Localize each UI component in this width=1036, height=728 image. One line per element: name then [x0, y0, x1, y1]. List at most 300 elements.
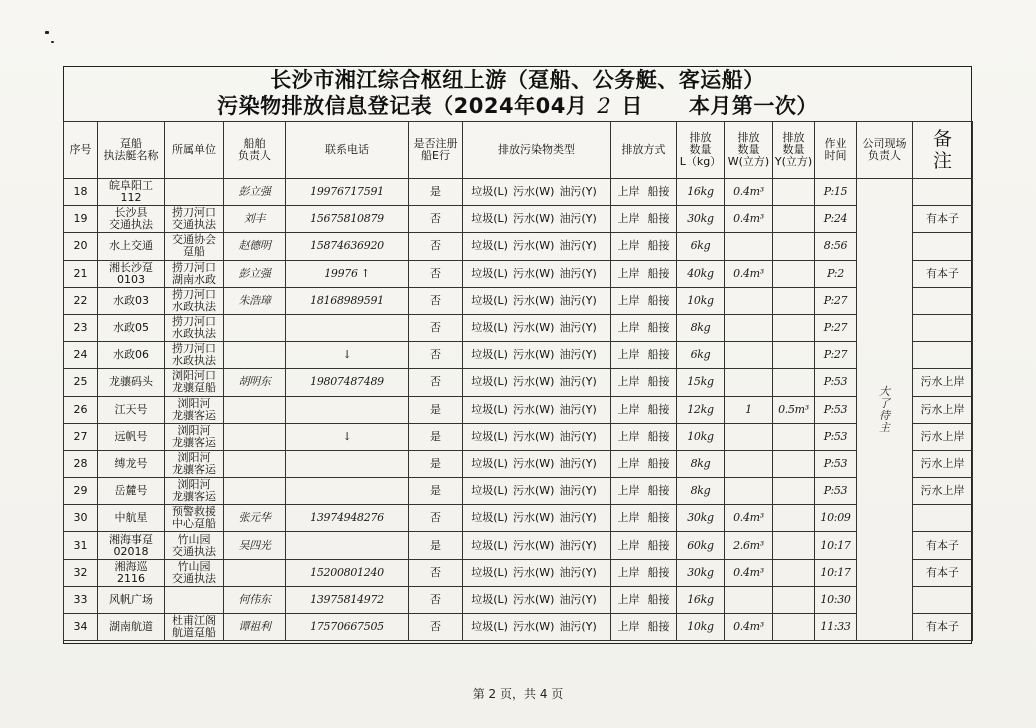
cell-vessel: 龙骧码头 — [98, 369, 165, 396]
cell-qty-l: 8kg — [677, 478, 725, 505]
cell-registered: 否 — [409, 586, 463, 613]
cell-pollutant-type — [463, 586, 611, 613]
cell-remark: 污水上岸 — [913, 478, 973, 505]
cell-qty-y — [773, 450, 815, 477]
pollutant-option-label: 油污(Y) — [559, 212, 597, 226]
cell-vessel: 水政05 — [98, 314, 165, 341]
cell-owner-signature — [224, 342, 286, 369]
method-option-label: 船接 — [647, 620, 670, 634]
pollutant-option-label: 污水(W) — [512, 239, 555, 253]
cell-unit: 浏阳河 龙骧客运 — [165, 478, 224, 505]
cell-vessel: 水政06 — [98, 342, 165, 369]
cell-qty-y — [773, 532, 815, 559]
cell-pollutant-type — [463, 260, 611, 287]
table-row — [64, 532, 973, 559]
cell-work-time: P:53 — [815, 369, 857, 396]
cell-qty-w — [725, 342, 773, 369]
pollutant-option-label: 油污(Y) — [559, 538, 597, 552]
method-option-label: 船接 — [647, 321, 670, 335]
cell-remark: 污水上岸 — [913, 369, 973, 396]
cell-qty-l: 30kg — [677, 505, 725, 532]
cell-method — [611, 369, 677, 396]
cell-owner-signature — [224, 396, 286, 423]
method-option-label: 上岸 — [617, 266, 640, 280]
header-owner: 船舶 负责人 — [224, 122, 286, 179]
cell-unit: 交通协会 趸船 — [165, 233, 224, 260]
cell-qty-l: 10kg — [677, 423, 725, 450]
pollutant-option-label: 油污(Y) — [559, 266, 597, 280]
cell-owner-signature: 刘丰 — [224, 206, 286, 233]
pollutant-option-label: 油污(Y) — [559, 293, 597, 307]
pollutant-option-label: 油污(Y) — [559, 429, 597, 443]
pollutant-option-label: 污水(W) — [512, 266, 555, 280]
cell-seq: 18 — [64, 179, 98, 206]
cell-qty-y — [773, 342, 815, 369]
method-option-label: 上岸 — [617, 484, 640, 498]
cell-registered: 否 — [409, 614, 463, 641]
cell-phone — [286, 396, 409, 423]
cell-phone: 19976717591 — [286, 179, 409, 206]
cell-pollutant-type — [463, 505, 611, 532]
pollutant-option-label: 垃圾(L) — [471, 239, 508, 253]
pollutant-option-label: 污水(W) — [512, 456, 555, 470]
cell-work-time: 8:56 — [815, 233, 857, 260]
header-method: 排放方式 — [611, 122, 677, 179]
pollutant-option-label: 污水(W) — [512, 620, 555, 634]
cell-work-time: 10:09 — [815, 505, 857, 532]
cell-unit: 捞刀河口 水政执法 — [165, 342, 224, 369]
method-option-label: 船接 — [647, 348, 670, 362]
cell-qty-y — [773, 206, 815, 233]
pollutant-option-label: 油污(Y) — [559, 321, 597, 335]
method-option-label: 上岸 — [617, 429, 640, 443]
header-company-person: 公司现场 负责人 — [857, 122, 913, 179]
cell-unit: 预警救援 中心趸船 — [165, 505, 224, 532]
pollutant-option-label: 污水(W) — [512, 321, 555, 335]
table-row — [64, 314, 973, 341]
cell-remark: 有本子 — [913, 532, 973, 559]
cell-vessel: 中航星 — [98, 505, 165, 532]
cell-owner-signature: 彭立强 — [224, 179, 286, 206]
cell-method — [611, 423, 677, 450]
cell-registered: 否 — [409, 287, 463, 314]
method-option-label: 上岸 — [617, 321, 640, 335]
cell-qty-y — [773, 614, 815, 641]
cell-qty-w — [725, 287, 773, 314]
cell-qty-w — [725, 586, 773, 613]
cell-remark: 污水上岸 — [913, 423, 973, 450]
cell-vessel: 皖阜阳工 112 — [98, 179, 165, 206]
cell-method — [611, 614, 677, 641]
cell-vessel: 水上交通 — [98, 233, 165, 260]
cell-work-time: P:53 — [815, 423, 857, 450]
cell-unit: 竹山园 交通执法 — [165, 532, 224, 559]
cell-qty-w: 0.4m³ — [725, 206, 773, 233]
cell-qty-y — [773, 423, 815, 450]
cell-qty-w: 0.4m³ — [725, 614, 773, 641]
pollutant-option-label: 垃圾(L) — [471, 565, 508, 579]
pollutant-option-label: 油污(Y) — [559, 375, 597, 389]
pollutant-option-label: 垃圾(L) — [471, 429, 508, 443]
cell-remark — [913, 342, 973, 369]
cell-vessel: 湘长沙趸 0103 — [98, 260, 165, 287]
cell-seq: 28 — [64, 450, 98, 477]
pollutant-option-label: 垃圾(L) — [471, 266, 508, 280]
cell-phone: 15675810879 — [286, 206, 409, 233]
cell-owner-signature: 彭立强 — [224, 260, 286, 287]
cell-unit — [165, 179, 224, 206]
cell-owner-signature: 何伟东 — [224, 586, 286, 613]
cell-qty-w — [725, 314, 773, 341]
cell-owner-signature: 吴四光 — [224, 532, 286, 559]
pollutant-option-label: 油污(Y) — [559, 592, 597, 606]
method-option-label: 船接 — [647, 266, 670, 280]
pollutant-option-label: 油污(Y) — [559, 402, 597, 416]
cell-method — [611, 342, 677, 369]
cell-owner-signature: 张元华 — [224, 505, 286, 532]
method-option-label: 船接 — [647, 402, 670, 416]
pollutant-option-label: 垃圾(L) — [471, 592, 508, 606]
form-title-line1: 长沙市湘江综合枢纽上游（趸船、公务艇、客运船） — [270, 68, 765, 92]
cell-registered: 是 — [409, 423, 463, 450]
table-row — [64, 206, 973, 233]
pollutant-option-label: 污水(W) — [512, 375, 555, 389]
cell-qty-w: 0.4m³ — [725, 559, 773, 586]
cell-unit: 捞刀河口 水政执法 — [165, 314, 224, 341]
pollutant-option-label: 污水(W) — [512, 592, 555, 606]
title-date-day: 2 — [597, 94, 612, 118]
method-option-label: 上岸 — [617, 348, 640, 362]
cell-unit: 捞刀河口 湖南水政 — [165, 260, 224, 287]
header-qty-l: 排放 数量 L（kg） — [677, 122, 725, 179]
pollutant-option-label: 污水(W) — [512, 484, 555, 498]
method-option-label: 船接 — [647, 375, 670, 389]
cell-work-time: P:2 — [815, 260, 857, 287]
header-registered: 是否注册 船E行 — [409, 122, 463, 179]
cell-qty-l: 30kg — [677, 206, 725, 233]
cell-unit — [165, 586, 224, 613]
cell-owner-signature: 朱浩璋 — [224, 287, 286, 314]
method-option-label: 船接 — [647, 429, 670, 443]
method-option-label: 上岸 — [617, 620, 640, 634]
cell-registered: 否 — [409, 233, 463, 260]
cell-owner-signature: 赵德明 — [224, 233, 286, 260]
table-row — [64, 559, 973, 586]
cell-phone — [286, 450, 409, 477]
cell-registered: 否 — [409, 206, 463, 233]
cell-qty-y — [773, 179, 815, 206]
cell-registered: 否 — [409, 369, 463, 396]
cell-phone — [286, 478, 409, 505]
table-row — [64, 614, 973, 641]
pollutant-option-label: 油污(Y) — [559, 348, 597, 362]
table-row — [64, 423, 973, 450]
cell-qty-l: 8kg — [677, 314, 725, 341]
table-row — [64, 478, 973, 505]
cell-qty-w — [725, 369, 773, 396]
cell-remark: 有本子 — [913, 206, 973, 233]
cell-work-time: P:27 — [815, 342, 857, 369]
method-option-label: 船接 — [647, 212, 670, 226]
onsite-signature-char: 主 — [879, 420, 890, 434]
method-option-label: 船接 — [647, 185, 670, 199]
cell-work-time: P:15 — [815, 179, 857, 206]
cell-pollutant-type — [463, 478, 611, 505]
cell-pollutant-type — [463, 450, 611, 477]
cell-remark — [913, 287, 973, 314]
cell-registered: 是 — [409, 396, 463, 423]
cell-method — [611, 206, 677, 233]
method-option-label: 船接 — [647, 239, 670, 253]
cell-owner-signature — [224, 314, 286, 341]
cell-seq: 29 — [64, 478, 98, 505]
cell-owner-signature: 谭祖利 — [224, 614, 286, 641]
cell-phone: 15200801240 — [286, 559, 409, 586]
method-option-label: 上岸 — [617, 456, 640, 470]
pollutant-option-label: 污水(W) — [512, 538, 555, 552]
method-option-label: 上岸 — [617, 592, 640, 606]
method-option-label: 上岸 — [617, 511, 640, 525]
cell-work-time: P:53 — [815, 396, 857, 423]
cell-method — [611, 586, 677, 613]
cell-qty-y — [773, 369, 815, 396]
cell-work-time: 10:17 — [815, 532, 857, 559]
cell-remark: 污水上岸 — [913, 450, 973, 477]
cell-qty-w — [725, 423, 773, 450]
method-option-label: 船接 — [647, 592, 670, 606]
pollutant-option-label: 垃圾(L) — [471, 348, 508, 362]
table-row — [64, 233, 973, 260]
cell-qty-y — [773, 314, 815, 341]
cell-seq: 27 — [64, 423, 98, 450]
cell-qty-w: 0.4m³ — [725, 260, 773, 287]
cell-qty-y: 0.5m³ — [773, 396, 815, 423]
cell-work-time: 11:33 — [815, 614, 857, 641]
pollutant-option-label: 油污(Y) — [559, 620, 597, 634]
cell-qty-l: 10kg — [677, 614, 725, 641]
onsite-signature-char: 大 — [879, 384, 890, 398]
cell-pollutant-type — [463, 179, 611, 206]
cell-qty-y — [773, 233, 815, 260]
form-title-line2 — [63, 92, 972, 120]
method-option-label: 上岸 — [617, 239, 640, 253]
cell-work-time: P:53 — [815, 478, 857, 505]
header-remark: 备 注 — [913, 122, 973, 179]
cell-remark — [913, 233, 973, 260]
pollutant-option-label: 油污(Y) — [559, 565, 597, 579]
cell-qty-w: 2.6m³ — [725, 532, 773, 559]
pollutant-option-label: 污水(W) — [512, 511, 555, 525]
cell-vessel: 湘海巡 2116 — [98, 559, 165, 586]
pollutant-option-label: 污水(W) — [512, 429, 555, 443]
cell-seq: 30 — [64, 505, 98, 532]
cell-unit: 竹山园 交通执法 — [165, 559, 224, 586]
pollutant-option-label: 污水(W) — [512, 348, 555, 362]
cell-owner-signature: 胡明东 — [224, 369, 286, 396]
method-option-label: 上岸 — [617, 185, 640, 199]
cell-qty-w: 1 — [725, 396, 773, 423]
cell-method — [611, 314, 677, 341]
cell-pollutant-type — [463, 342, 611, 369]
cell-pollutant-type — [463, 396, 611, 423]
cell-qty-w — [725, 478, 773, 505]
cell-remark: 有本子 — [913, 260, 973, 287]
title-date-suffix: 日 — [621, 94, 643, 118]
cell-registered: 否 — [409, 559, 463, 586]
cell-method — [611, 233, 677, 260]
cell-qty-y — [773, 478, 815, 505]
method-option-label: 上岸 — [617, 565, 640, 579]
cell-owner-signature — [224, 478, 286, 505]
header-work-time: 作业 时间 — [815, 122, 857, 179]
cell-pollutant-type — [463, 532, 611, 559]
cell-unit: 捞刀河口 交通执法 — [165, 206, 224, 233]
cell-unit: 浏阳河 龙骧客运 — [165, 423, 224, 450]
cell-registered: 否 — [409, 314, 463, 341]
cell-pollutant-type — [463, 206, 611, 233]
cell-unit: 杜甫江阁 航道趸船 — [165, 614, 224, 641]
pollutant-option-label: 污水(W) — [512, 565, 555, 579]
pollutant-option-label: 油污(Y) — [559, 511, 597, 525]
cell-vessel: 远帆号 — [98, 423, 165, 450]
title-month-note: 本月第一次） — [688, 94, 818, 118]
title-date-prefix: 污染物排放信息登记表（2024年04月 — [217, 94, 588, 118]
onsite-signature-char: 待 — [879, 408, 890, 422]
cell-unit: 浏阳河口 龙骧趸船 — [165, 369, 224, 396]
method-option-label: 船接 — [647, 538, 670, 552]
pollutant-option-label: 污水(W) — [512, 402, 555, 416]
cell-qty-y — [773, 505, 815, 532]
pollutant-option-label: 污水(W) — [512, 293, 555, 307]
cell-method — [611, 478, 677, 505]
cell-vessel: 缚龙号 — [98, 450, 165, 477]
header-unit: 所属单位 — [165, 122, 224, 179]
cell-qty-l: 10kg — [677, 287, 725, 314]
cell-phone: 13975814972 — [286, 586, 409, 613]
page-footer: 第 2 页，共 4 页 — [472, 687, 564, 701]
cell-pollutant-type — [463, 423, 611, 450]
pollutant-option-label: 垃圾(L) — [471, 620, 508, 634]
header-qty-y: 排放 数量 Y(立方) — [773, 122, 815, 179]
table-row — [64, 450, 973, 477]
cell-seq: 23 — [64, 314, 98, 341]
speck-mark — [51, 41, 54, 43]
cell-method — [611, 505, 677, 532]
cell-company-person — [857, 179, 913, 641]
cell-remark: 污水上岸 — [913, 396, 973, 423]
method-option-label: 上岸 — [617, 293, 640, 307]
pollutant-option-label: 油污(Y) — [559, 185, 597, 199]
cell-vessel: 湖南航道 — [98, 614, 165, 641]
cell-qty-w: 0.4m³ — [725, 505, 773, 532]
pollutant-option-label: 油污(Y) — [559, 484, 597, 498]
pollutant-option-label: 垃圾(L) — [471, 484, 508, 498]
cell-seq: 31 — [64, 532, 98, 559]
cell-registered: 是 — [409, 532, 463, 559]
cell-owner-signature — [224, 450, 286, 477]
pollutant-option-label: 垃圾(L) — [471, 402, 508, 416]
cell-seq: 32 — [64, 559, 98, 586]
cell-method — [611, 450, 677, 477]
cell-method — [611, 260, 677, 287]
cell-method — [611, 287, 677, 314]
cell-phone — [286, 314, 409, 341]
cell-seq: 25 — [64, 369, 98, 396]
header-vessel: 趸船 执法艇名称 — [98, 122, 165, 179]
table-row — [64, 369, 973, 396]
cell-phone: ↓ — [286, 342, 409, 369]
cell-work-time: P:24 — [815, 206, 857, 233]
cell-pollutant-type — [463, 233, 611, 260]
cell-unit: 浏阳河 龙骧客运 — [165, 396, 224, 423]
cell-qty-y — [773, 260, 815, 287]
cell-phone: 18168989591 — [286, 287, 409, 314]
cell-vessel: 长沙县 交通执法 — [98, 206, 165, 233]
cell-qty-l: 16kg — [677, 179, 725, 206]
cell-remark: 有本子 — [913, 559, 973, 586]
pollutant-option-label: 污水(W) — [512, 185, 555, 199]
pollutant-option-label: 垃圾(L) — [471, 321, 508, 335]
cell-registered: 是 — [409, 179, 463, 206]
cell-work-time: P:27 — [815, 287, 857, 314]
header-pollutant-type: 排放污染物类型 — [463, 122, 611, 179]
pollutant-option-label: 垃圾(L) — [471, 212, 508, 226]
cell-registered: 否 — [409, 505, 463, 532]
method-option-label: 上岸 — [617, 212, 640, 226]
cell-phone: 13974948276 — [286, 505, 409, 532]
method-option-label: 船接 — [647, 484, 670, 498]
speck-mark — [45, 31, 49, 34]
cell-seq: 21 — [64, 260, 98, 287]
pollutant-option-label: 垃圾(L) — [471, 538, 508, 552]
cell-pollutant-type — [463, 314, 611, 341]
onsite-signature-char: 了 — [879, 396, 890, 410]
cell-phone: 17570667505 — [286, 614, 409, 641]
cell-vessel: 风帆广场 — [98, 586, 165, 613]
cell-registered: 否 — [409, 260, 463, 287]
cell-registered: 否 — [409, 342, 463, 369]
cell-qty-l: 6kg — [677, 233, 725, 260]
cell-phone — [286, 532, 409, 559]
cell-qty-l: 12kg — [677, 396, 725, 423]
method-option-label: 上岸 — [617, 375, 640, 389]
pollutant-option-label: 垃圾(L) — [471, 293, 508, 307]
cell-qty-l: 8kg — [677, 450, 725, 477]
method-option-label: 船接 — [647, 511, 670, 525]
cell-vessel: 水政03 — [98, 287, 165, 314]
cell-remark — [913, 179, 973, 206]
cell-method — [611, 179, 677, 206]
table-row — [64, 505, 973, 532]
method-option-label: 船接 — [647, 565, 670, 579]
table-row — [64, 287, 973, 314]
cell-qty-l: 60kg — [677, 532, 725, 559]
method-option-label: 船接 — [647, 293, 670, 307]
cell-qty-w — [725, 233, 773, 260]
table-row — [64, 396, 973, 423]
cell-pollutant-type — [463, 369, 611, 396]
cell-work-time: 10:17 — [815, 559, 857, 586]
cell-qty-y — [773, 586, 815, 613]
cell-vessel: 湘海事趸 02018 — [98, 532, 165, 559]
cell-remark — [913, 314, 973, 341]
cell-unit: 捞刀河口 水政执法 — [165, 287, 224, 314]
cell-qty-l: 30kg — [677, 559, 725, 586]
cell-qty-y — [773, 287, 815, 314]
cell-qty-w: 0.4m³ — [725, 179, 773, 206]
cell-vessel: 岳麓号 — [98, 478, 165, 505]
cell-seq: 33 — [64, 586, 98, 613]
